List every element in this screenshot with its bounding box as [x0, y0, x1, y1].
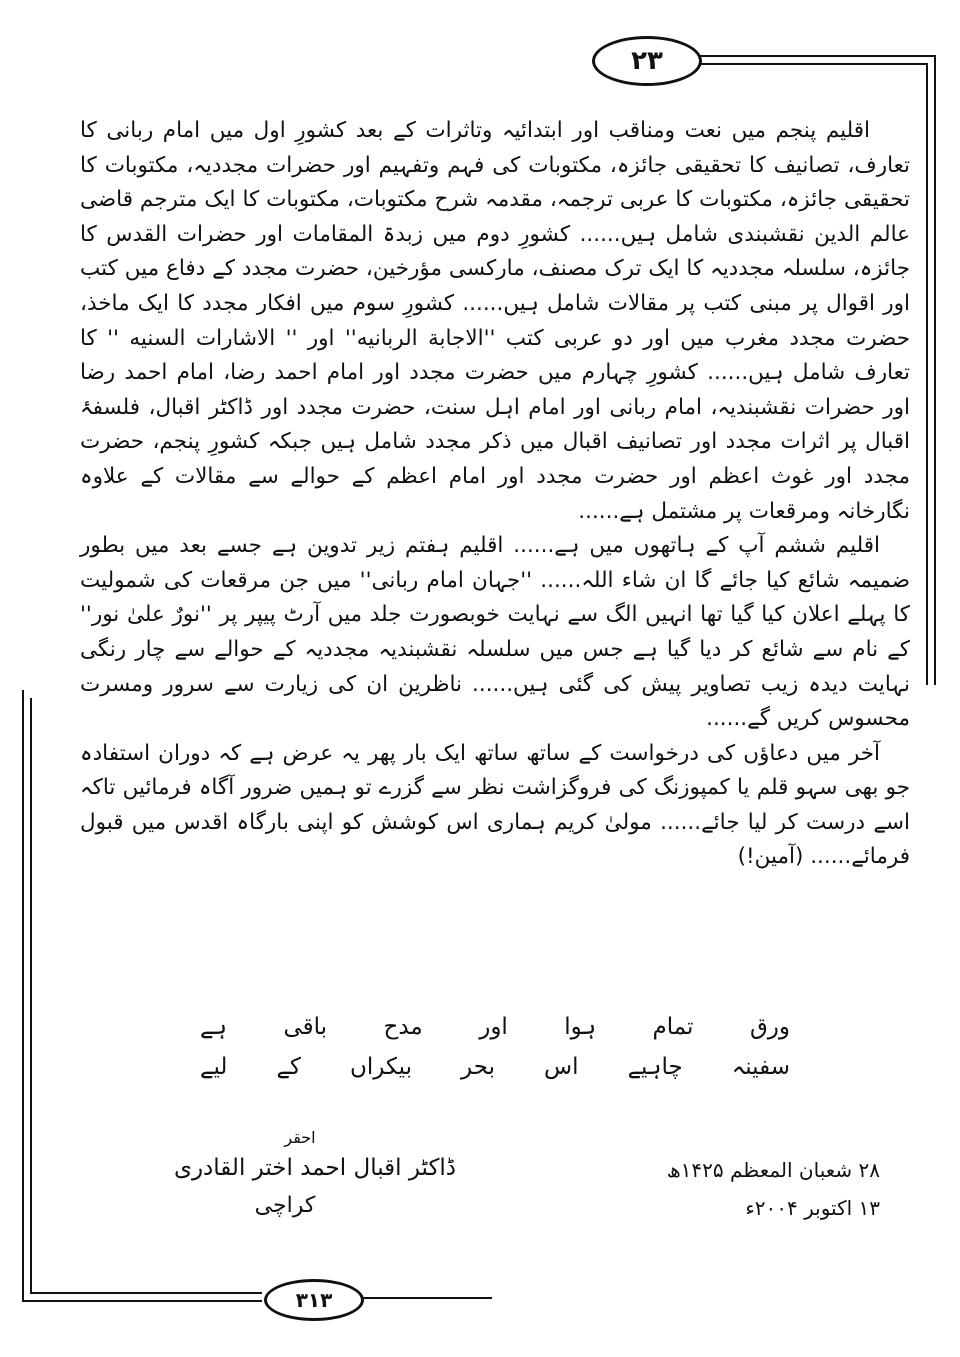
paragraph-1: اقلیم پنجم میں نعت ومناقب اور ابتدائیہ وتاثرات کے بعد کشورِ اول میں امام ربانی کا تعارف، تصانیف کا تحقیقی جائزہ، مکتوبات کی فہم وتفہیم اور حضرات مجددیہ، مکتوبات کا تحقیقی جائزہ، مکتوبات کا عربی ترجمہ، مقدمہ شرح مکتوبات، مکتوبات کا ایک مترجم قاضی عالم الدین نقشبندی شامل ہیں...... کشورِ دوم میں زبدۃ المقامات اور حضرات القدس کا جائزہ، سلسلہ مجددیہ کا ایک ترک مصنف، مارکسی مؤرخین، حضرت مجدد کے دفاع میں کتب اور اقوال پر مبنی کتب پر مقالات شامل ہیں...... کشورِ سوم میں افکار مجدد کا ایک ماخذ، حضرت مجدد مغرب میں اور دو عربی کتب ''الاجابة الربانیه'' اور '' الاشارات السنیه '' کا تعارف شامل ہیں...... کشورِ چہارم میں حضرت مجدد اور امام احمد رضا، امام احمد رضا اور حضرات نقشبندیہ، امام ربانی اور امام اہل سنت، حضرت مجدد اور ڈاکٹر اقبال، فلسفۂ اقبال پر اثرات مجدد اور تصانیف اقبال میں ذکر مجدد شامل ہیں جبکہ کشورِ پنجم، حضرت مجدد اور غوث اعظم اور حضرت مجدد اور امام اعظم کے حوالے سے مقالات کے علاوہ نگارخانہ ومرقعات پر مشتمل ہے...... [80, 118, 910, 524]
poem-word: لیے [200, 1054, 228, 1080]
poem-word: چاہیے [627, 1054, 683, 1080]
poem-word: مدح [383, 1014, 423, 1040]
frame-bottom-right-rule [362, 1297, 492, 1299]
signature-block [165, 1128, 465, 1218]
body-text [80, 114, 910, 875]
poem-word: اس [544, 1054, 579, 1080]
frame-top-rule-inner [700, 63, 928, 65]
poem-word: کے [276, 1054, 301, 1080]
signature-city: کراچی [254, 1193, 316, 1218]
frame-bottom-rule-outer [22, 1300, 262, 1302]
poem-couplet [200, 1007, 790, 1087]
date-block [640, 1158, 880, 1220]
paragraph-3: آخر میں دعاؤں کی درخواست کے ساتھ ساتھ ایک بار پھر یہ عرض ہے کہ دوران استفادہ جو بھی سہو قلم یا کمپوزنگ کی فروگزاشت نظر سے گزرے تو ہمیں ضرور آگاہ فرمائیں تاکہ اسے درست کر لیا جائے...... مولیٰ کریم ہماری اس کوشش کو اپنی بارگاہ اقدس میں قبول فرمائے...... (آمین!) [80, 740, 910, 870]
poem-word: باقی [283, 1014, 328, 1040]
poem-line-2 [200, 1047, 790, 1087]
frame-bottom-rule-inner [30, 1292, 262, 1294]
footer-page-number-text: ۳۱۳ [295, 1288, 333, 1312]
frame-right-rule-outer [934, 55, 936, 685]
poem-word: ہے [200, 1014, 227, 1040]
poem-word: ورق [749, 1014, 790, 1040]
poem-word: بحر [461, 1054, 495, 1080]
paragraph-2: اقلیم ششم آپ کے ہاتھوں میں ہے...... اقلیم ہفتم زیر تدوین ہے جسے بعد میں بطور ضمیمہ شائع کیا جائے گا ان شاء اللہ...... ''جہان امام ربانی'' میں جن مرقعات کی شمولیت کا پہلے اعلان کیا گیا تھا انہیں الگ سے نہایت خوبصورت جلد میں آرٹ پیپر پر ''نورٌ علیٰ نور'' کے نام سے شائع کر دیا گیا ہے جس میں سلسلہ نقشبندیہ مجددیہ کے حوالے سے چار رنگی نہایت دیدہ زیب تصاویر پیش کی گئی ہیں...... ناظرین ان کی زیارت سے سرور ومسرت محسوس کریں گے...... [80, 533, 910, 732]
poem-word: تمام [652, 1014, 694, 1040]
header-page-marker-text: ۲۳ [631, 46, 663, 76]
frame-right-rule-inner [926, 63, 928, 685]
signature-label: احقر [284, 1128, 316, 1147]
poem-word: بیکراں [349, 1054, 412, 1080]
frame-left-rule-inner [30, 698, 32, 1292]
poem-word: ہوا [564, 1014, 597, 1040]
frame-left-rule-outer [22, 690, 24, 1300]
header-page-marker [592, 36, 702, 86]
poem-line-1 [200, 1007, 790, 1047]
date-gregorian: ۱۳ اکتوبر ۲۰۰۴ء [745, 1196, 880, 1220]
poem-word: اور [479, 1014, 508, 1040]
frame-top-rule-outer [700, 55, 936, 57]
date-hijri: ۲۸ شعبان المعظم ۱۴۲۵ھ [666, 1158, 880, 1182]
footer-page-number [264, 1279, 364, 1321]
signature-name: ڈاکٹر اقبال احمد اختر القادری [173, 1155, 457, 1181]
poem-word: سفینہ [731, 1054, 790, 1080]
